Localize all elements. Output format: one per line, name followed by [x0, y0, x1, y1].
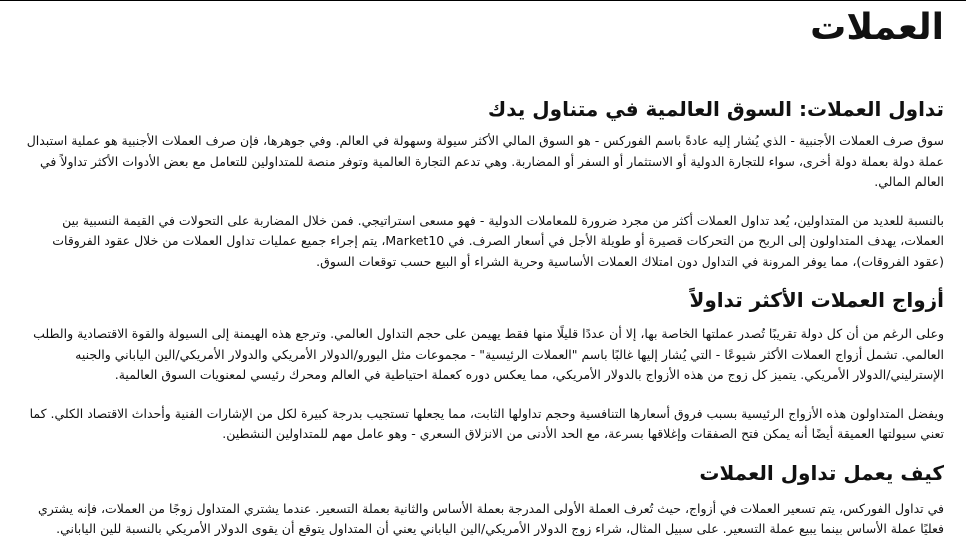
section-heading: كيف يعمل تداول العملات: [699, 460, 944, 485]
article: [20, 1, 944, 540]
section-heading: أزواج العملات الأكثر تداولاً: [689, 288, 944, 312]
section-heading: تداول العملات: السوق العالمية في متناول يدك: [487, 97, 944, 121]
section-most-traded-pairs: [20, 286, 944, 445]
paragraph: ويفضل المتداولون هذه الأزواج الرئيسية بسبب فروق أسعارها التنافسية وحجم تداولها الثابت، مما يجعلها تستجيب بدرجة كبيرة لكل من الإشارات الفنية وأحداث الاقتصاد الكلي. كما تعني سيولتها العميقة أيضًا أنه يمكن فتح الصفقات وإغلاقها بسرعة، مع الحد الأدنى من الانزلاق السعري - وهو عامل مهم للمتداولين النشطين.: [29, 405, 944, 441]
section-how-trading-works: [20, 459, 944, 540]
paragraph: في تداول الفوركس، يتم تسعير العملات في أزواج، حيث تُعرف العملة الأولى المدرجة بعملة الأساس والثانية بعملة التسعير. عندما يشتري المتداول زوجًا من العملات، فإنه يشتري فعليًا عملة الأساس بينما يبيع عملة التسعير. على سبيل المثال، شراء زوج الدولار الأمريكي/الين الياباني يعني أن المتداول يتوقع أن يقوى الدولار الأمريكي بالنسبة للين الياباني.: [38, 500, 944, 536]
paragraph: سوق صرف العملات الأجنبية - الذي يُشار إليه عادةً باسم الفوركس - هو السوق المالي الأكثر سيولة وسهولة في العالم. وفي جوهرها، فإن صرف العملات الأجنبية هو عملية استبدال عملة دولة بعملة دولة أخرى، سواء للتجارة الدولية أو الاستثمار أو السفر أو المضاربة. وهي تدعم التجارة العالمية وتوفر منصة للمتداولين للتعامل مع بعض الأدوات الأكثر تداولاً في العالم المالي.: [26, 133, 944, 189]
page-title: العملات: [810, 7, 944, 48]
paragraph: وعلى الرغم من أن كل دولة تقريبًا تُصدر عملتها الخاصة بها، إلا أن عددًا قليلًا منها فقط يهيمن على حجم التداول العالمي. وترجع هذه الهيمنة إلى السيولة والقوة الاقتصادية والطلب العالمي. تشمل أزواج العملات الأكثر شيوعًا - التي يُشار إليها غالبًا باسم "العملات الرئيسية" - مجموعات مثل اليورو/الدولار الأمريكي والدولار الأمريكي/الين الياباني والجنيه الإسترليني/الدولار الأمريكي. يتميز كل زوج من هذه الأزواج بالدولار الأمريكي، مما يعكس دوره كعملة احتياطية في العالم ومحرك رئيسي لمعنويات السوق العالمية.: [33, 326, 944, 382]
section-currency-trading: [20, 95, 944, 272]
paragraph: بالنسبة للعديد من المتداولين، يُعد تداول العملات أكثر من مجرد ضرورة للمعاملات الدولية - فهو مسعى استراتيجي. فمن خلال المضاربة على التحولات في القيمة النسبية بين العملات، يهدف المتداولون إلى الربح من التحركات قصيرة أو طويلة الأجل في أسعار الصرف. في Market10، يتم إجراء جميع عمليات تداول العملات من خلال عقود الفروقات (عقود الفروقات)، مما يوفر المرونة في التداول دون امتلاك العملات الأساسية وحرية الشراء أو البيع حسب توقعات السوق.: [52, 212, 944, 269]
